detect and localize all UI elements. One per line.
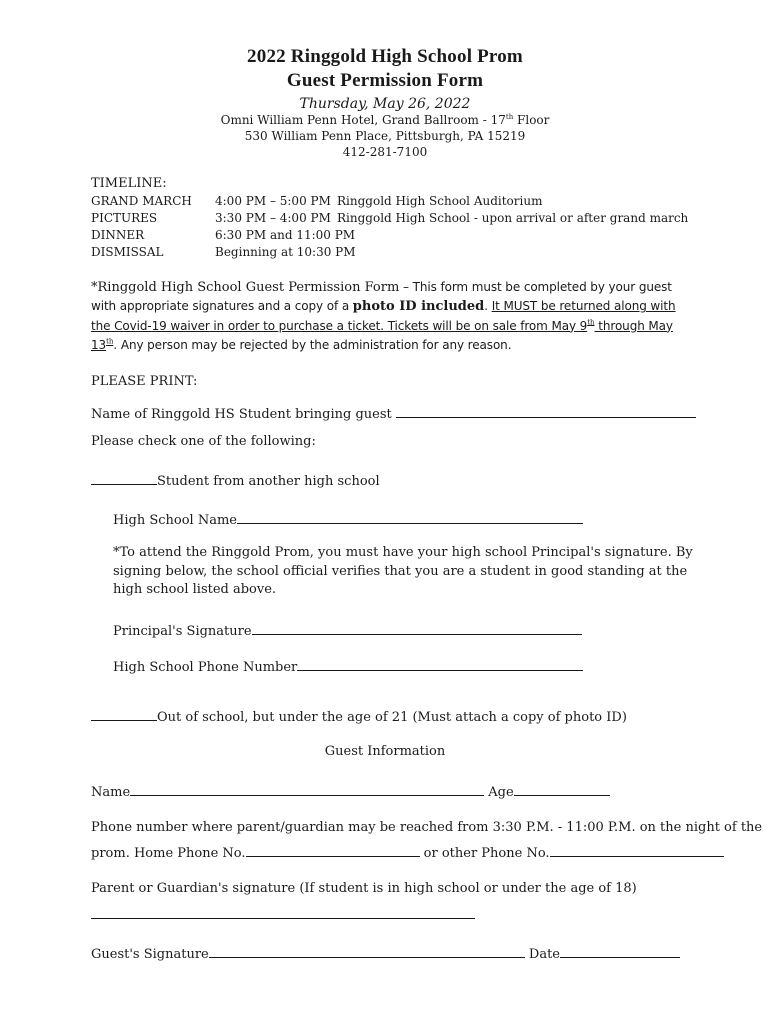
guest-name-row: Name Age <box>91 782 610 800</box>
option-out-of-school-checkbox[interactable] <box>91 707 157 721</box>
please-print-label: PLEASE PRINT: <box>91 374 198 389</box>
high-school-name-field[interactable] <box>237 510 583 524</box>
parent-signature-field[interactable] <box>91 905 475 919</box>
date-field[interactable] <box>560 944 680 958</box>
form-subtitle: Guest Permission Form <box>286 70 484 91</box>
guest-age-field[interactable] <box>514 782 610 796</box>
venue-phone: 412-281-7100 <box>342 145 428 159</box>
phone-row: prom. Home Phone No. or other Phone No. <box>91 843 724 861</box>
student-name-row: Name of Ringgold HS Student bringing guest <box>91 404 696 422</box>
principal-signature-row: Principal's Signature <box>113 621 582 639</box>
principal-signature-field[interactable] <box>252 621 582 635</box>
option-out-of-school-row: Out of school, but under the age of 21 (Must attach a copy of photo ID) <box>91 707 627 725</box>
timeline-row: DISMISSAL Beginning at 10:30 PM <box>91 245 356 259</box>
event-date: Thursday, May 26, 2022 <box>299 96 471 112</box>
principal-note: *To attend the Ringgold Prom, you must have your high school Principal's signature. By signing below, the school official verifies that you are a student in good standing at the high school listed above. <box>113 545 693 597</box>
timeline-heading: TIMELINE: <box>91 176 167 191</box>
hs-phone-row: High School Phone Number <box>113 657 583 675</box>
hs-phone-field[interactable] <box>297 657 583 671</box>
guest-signature-row: Guest's Signature Date <box>91 944 680 962</box>
venue-address: 530 William Penn Place, Pittsburgh, PA 15219 <box>244 129 526 143</box>
venue-line: Omni William Penn Hotel, Grand Ballroom - 17th Floor <box>220 113 550 127</box>
timeline-row: GRAND MARCH 4:00 PM – 5:00 PM Ringgold High School Auditorium <box>91 194 543 208</box>
check-one-label: Please check one of the following: <box>91 434 316 449</box>
form-instructions: *Ringgold High School Guest Permission Form – This form must be completed by your guest with appropriate signatures and a copy of a photo ID included. It MUST be returned along with the Covid-19 waiver in order to purchase a ticket. Tickets will be on sale from May 9th through May 13th. Any person may be rejected by the administration for any reason. <box>91 280 676 352</box>
parent-signature-label: Parent or Guardian's signature (If student is in high school or under the age of 18) <box>91 881 637 896</box>
guest-info-heading: Guest Information <box>324 744 446 759</box>
guest-name-field[interactable] <box>130 782 484 796</box>
parent-signature-row <box>91 904 475 923</box>
high-school-name-row: High School Name <box>113 510 583 528</box>
student-name-field[interactable] <box>396 404 696 418</box>
other-phone-field[interactable] <box>550 843 724 857</box>
phone-instructions: Phone number where parent/guardian may be reached from 3:30 P.M. - 11:00 P.M. on the night of the <box>91 820 763 835</box>
option-other-school-checkbox[interactable] <box>91 471 157 485</box>
guest-signature-field[interactable] <box>209 944 525 958</box>
timeline-row: DINNER 6:30 PM and 11:00 PM <box>91 228 356 242</box>
home-phone-field[interactable] <box>246 843 420 857</box>
option-other-school-row: Student from another high school <box>91 471 380 489</box>
timeline-row: PICTURES 3:30 PM – 4:00 PM Ringgold High School - upon arrival or after grand march <box>91 211 689 225</box>
form-title: 2022 Ringgold High School Prom <box>247 46 523 67</box>
